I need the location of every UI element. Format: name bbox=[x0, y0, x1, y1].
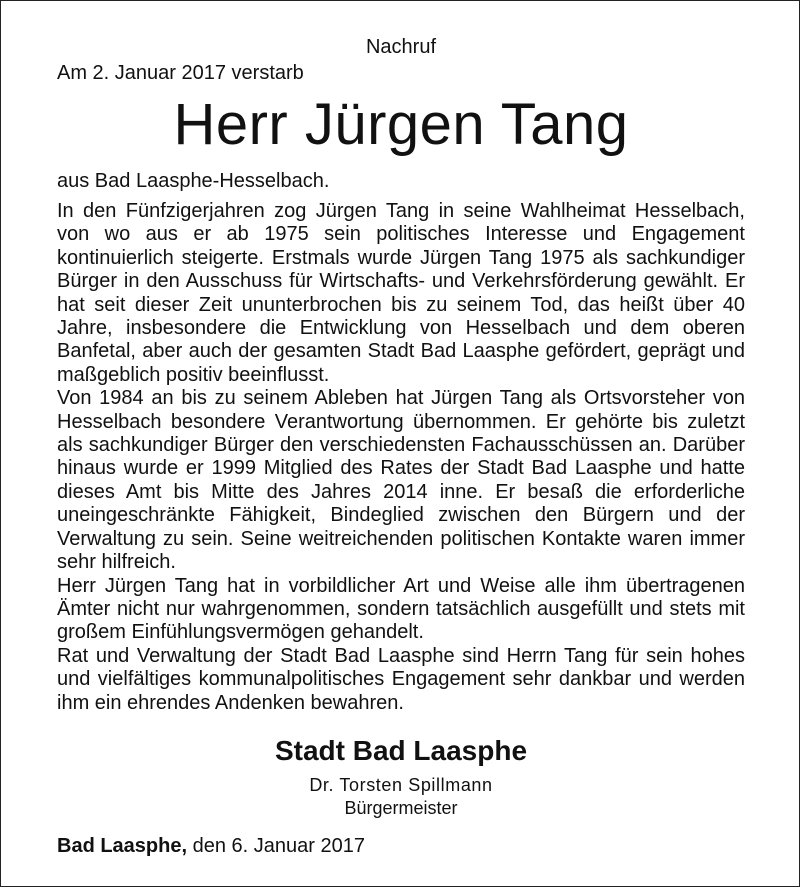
signatory-name: Dr. Torsten Spillmann bbox=[309, 775, 493, 795]
tribute-paragraph-career: In den Fünfzigerjahren zog Jürgen Tang in seine Wahlheimat Hesselbach, von wo aus er ab 1975 sein politisches Interesse und Engagement kontinuierlich steigerte. Erstmals wurde Jürgen Tang 1975 als sachkundiger Bürger in den Ausschuss für Wirtschafts- und Verkehrsförderung gewählt. Er hat seit dieser Zeit ununterbrochen bis zu seinem Tod, das heißt über 40 Jahre, insbesondere die Entwicklung von Hesselbach und dem oberen Banfetal, aber auch der gesamten Stadt Bad Laasphe gefördert, geprägt und maßgeblich positiv beeinflusst. bbox=[57, 200, 745, 386]
signatory-role: Bürgermeister bbox=[344, 798, 458, 818]
dateline-date: den 6. Januar 2017 bbox=[187, 835, 365, 857]
signature-organization: Stadt Bad Laasphe bbox=[274, 735, 528, 766]
dateline-place: Bad Laasphe, bbox=[57, 835, 188, 857]
tribute-paragraph-offices: Von 1984 an bis zu seinem Ableben hat Jürgen Tang als Ortsvorsteher von Hesselbach besondere Verantwortung übernommen. Er gehörte bis zuletzt als sachkundiger Bürger den verschiedensten Fachausschüssen an. Darüber hinaus wurde er 1999 Mitglied des Rates der Stadt Bad Laasphe und hatte dieses Amt bis Mitte des Jahres 2014 inne. Er besaß die erforderliche uneingeschränkte Fähigkeit, Bindeglied zwischen den Bürgern und der Verwaltung zu sein. Seine weitreichenden politischen Kontakte waren immer sehr hilfreich. bbox=[57, 387, 745, 574]
notice-label: Nachruf bbox=[365, 36, 437, 58]
death-announcement: Am 2. Januar 2017 verstarb bbox=[57, 62, 304, 84]
deceased-name: Herr Jürgen Tang bbox=[173, 92, 629, 157]
hometown-line: aus Bad Laasphe-Hesselbach. bbox=[57, 170, 330, 192]
tribute-paragraph-service: Herr Jürgen Tang hat in vorbildlicher Art und Weise alle ihm übertragenen Ämter nicht nur wahrgenommen, sondern tatsächlich ausgefüllt und stets mit großem Einfühlungsvermögen gehandelt. bbox=[57, 574, 745, 644]
tribute-paragraph-thanks: Rat und Verwaltung der Stadt Bad Laasphe sind Herrn Tang für sein hohes und vielfältiges kommunalpolitisches Engagement sehr dankbar und werden ihm ein ehrendes Andenken bewahren. bbox=[57, 644, 745, 714]
tribute-text bbox=[57, 200, 745, 715]
dateline bbox=[57, 833, 365, 859]
